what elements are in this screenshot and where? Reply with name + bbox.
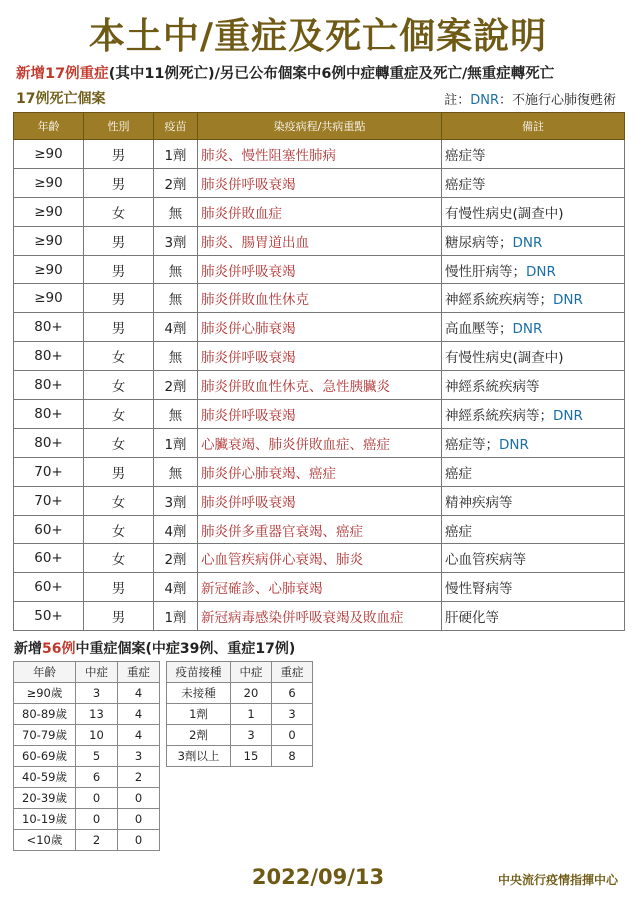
severe-label-count: 56例 [42,641,76,657]
cell-disease: 肺炎併心肺衰竭 [198,313,442,342]
cell-disease: 肺炎、慢性阻塞性肺病 [198,140,442,169]
table-row [14,313,625,342]
table-row [14,400,625,429]
cell-age: 70+ [14,486,84,515]
cell-sex: 女 [84,486,154,515]
remark-text: 高血壓等； [445,321,513,338]
remark-text: 精神疾病等 [445,494,513,511]
dnr-flag: DNR [526,263,556,280]
cell-sex: 男 [84,573,154,602]
age-col-severe: 重症 [118,662,160,683]
cell-age: 60+ [14,544,84,573]
cell-disease: 肺炎併多重器官衰竭、癌症 [198,515,442,544]
cell-age: 80+ [14,313,84,342]
table-cell: 3劑以上 [167,746,231,767]
cell-vaccine: 無 [154,457,198,486]
cell-age: 80+ [14,400,84,429]
vaccine-header-row [167,662,313,683]
cell-disease: 肺炎併呼吸衰竭 [198,255,442,284]
severe-label-prefix: 新增 [14,641,42,657]
cell-disease: 新冠病毒感染併呼吸衰竭及敗血症 [198,602,442,631]
cell-age: 80+ [14,428,84,457]
cell-disease: 心臟衰竭、肺炎併敗血症、癌症 [198,428,442,457]
cell-vaccine: 4劑 [154,515,198,544]
table-cell: ≥90歲 [14,683,76,704]
cell-remark [442,342,625,371]
report-date: 2022/09/13 [251,865,385,889]
age-col-age: 年齡 [14,662,76,683]
cell-vaccine: 2劑 [154,544,198,573]
cell-vaccine: 4劑 [154,573,198,602]
table-cell: 6 [76,767,118,788]
age-col-moderate: 中症 [76,662,118,683]
severe-label-rest: 中重症個案(中症39例、重症17例) [75,641,296,657]
table-row [14,284,625,313]
table-row [14,168,625,197]
cell-remark [442,573,625,602]
cell-vaccine: 無 [154,197,198,226]
table-cell: 0 [272,725,313,746]
cell-remark [442,313,625,342]
cell-disease: 肺炎併呼吸衰竭 [198,486,442,515]
col-header-vaccine: 疫苗 [154,113,198,140]
cell-age: ≥90 [14,226,84,255]
table-cell: 15 [231,746,272,767]
table-row [14,544,625,573]
table-row [14,457,625,486]
remark-text: 慢性肝病等； [445,263,526,280]
table-cell: 未接種 [167,683,231,704]
severe-section-label [14,638,295,658]
table-cell: 8 [272,746,313,767]
col-header-remark: 備註 [442,113,625,140]
cell-remark [442,197,625,226]
table-row [14,830,160,851]
cell-sex: 女 [84,342,154,371]
cell-age: ≥90 [14,197,84,226]
table-cell: 2 [76,830,118,851]
table-cell: 4 [118,683,160,704]
remark-text: 糖尿病等； [445,234,513,251]
col-header-age: 年齡 [14,113,84,140]
cell-disease: 肺炎併敗血症 [198,197,442,226]
table-cell: 20-39歲 [14,788,76,809]
cell-disease: 心血管疾病併心衰竭、肺炎 [198,544,442,573]
cell-remark [442,140,625,169]
table-cell: 6 [272,683,313,704]
table-row [14,371,625,400]
cell-sex: 男 [84,457,154,486]
table-row [14,746,160,767]
cell-sex: 男 [84,140,154,169]
remark-text: 神經系統疾病等； [445,292,553,309]
table-row [14,342,625,371]
remark-text: 癌症等 [445,147,486,164]
cell-age: 60+ [14,515,84,544]
vac-col-status: 疫苗接種 [167,662,231,683]
remark-text: 癌症 [445,523,472,540]
dnr-flag: DNR [512,321,543,338]
table-cell: 80-89歲 [14,704,76,725]
remark-text: 癌症等； [445,436,499,453]
table-cell: 70-79歲 [14,725,76,746]
cell-disease: 肺炎併呼吸衰竭 [198,168,442,197]
cell-remark [442,428,625,457]
dnr-flag: DNR [512,234,543,251]
cell-disease: 肺炎、腸胃道出血 [198,226,442,255]
table-row [14,197,625,226]
table-row [14,573,625,602]
cell-age: 80+ [14,342,84,371]
cell-age: 50+ [14,602,84,631]
table-cell: 0 [76,788,118,809]
table-row [14,683,160,704]
remark-text: 心血管疾病等 [445,552,526,569]
remark-text: 肝硬化等 [445,610,499,627]
table-cell: 3 [118,746,160,767]
age-header-row [14,662,160,683]
table-cell: 13 [76,704,118,725]
dnr-flag: DNR [499,436,529,453]
cell-age: ≥90 [14,255,84,284]
table-row [14,725,160,746]
cell-remark [442,486,625,515]
cell-vaccine: 1劑 [154,428,198,457]
cell-remark [442,255,625,284]
table-row [167,725,313,746]
cell-vaccine: 3劑 [154,226,198,255]
table-cell: 0 [118,830,160,851]
cell-disease: 肺炎併呼吸衰竭 [198,342,442,371]
cell-disease: 肺炎併呼吸衰竭 [198,400,442,429]
cell-remark [442,284,625,313]
cell-sex: 男 [84,168,154,197]
remark-text: 慢性腎病等 [445,581,513,598]
cell-vaccine: 無 [154,284,198,313]
cell-remark [442,544,625,573]
cell-age: 60+ [14,573,84,602]
table-cell: 2 [118,767,160,788]
cell-age: 80+ [14,371,84,400]
table-cell: <10歲 [14,830,76,851]
cell-remark [442,226,625,255]
cell-remark [442,400,625,429]
table-cell: 4 [118,704,160,725]
cell-vaccine: 1劑 [154,140,198,169]
vac-col-moderate: 中症 [231,662,272,683]
cell-age: ≥90 [14,284,84,313]
dnr-note [444,89,616,108]
cell-sex: 女 [84,515,154,544]
table-cell: 3 [231,725,272,746]
table-cell: 60-69歲 [14,746,76,767]
cell-vaccine: 4劑 [154,313,198,342]
summary-line [16,62,626,83]
cell-age: ≥90 [14,168,84,197]
table-row [14,515,625,544]
table-cell: 5 [76,746,118,767]
cell-sex: 女 [84,428,154,457]
cell-sex: 男 [84,284,154,313]
table-row [14,486,625,515]
table-cell: 4 [118,725,160,746]
age-table [13,661,160,851]
cell-vaccine: 2劑 [154,371,198,400]
page-title: 本土中/重症及死亡個案說明 [88,16,548,57]
cell-remark [442,515,625,544]
table-cell: 2劑 [167,725,231,746]
table-row [14,428,625,457]
table-cell: 40-59歲 [14,767,76,788]
table-row [14,140,625,169]
cell-sex: 女 [84,544,154,573]
table-row [14,809,160,830]
table-row [14,255,625,284]
table-cell: 1劑 [167,704,231,725]
cell-age: ≥90 [14,140,84,169]
table-row [167,704,313,725]
cell-remark [442,168,625,197]
col-header-disease: 染疫病程/共病重點 [198,113,442,140]
cell-remark [442,602,625,631]
deaths-table [13,112,625,631]
table-cell: 1 [231,704,272,725]
remark-text: 有慢性病史(調查中) [445,350,564,367]
remark-text: 癌症等 [445,176,486,193]
cell-sex: 女 [84,197,154,226]
table-cell: 20 [231,683,272,704]
cell-disease: 肺炎併心肺衰竭、癌症 [198,457,442,486]
note-prefix: 註： [444,93,471,108]
cell-disease: 新冠確診、心肺衰竭 [198,573,442,602]
table-row [14,704,160,725]
cell-disease: 肺炎併敗血性休克 [198,284,442,313]
remark-text: 神經系統疾病等 [445,379,540,396]
table-cell: 10-19歲 [14,809,76,830]
cell-sex: 女 [84,371,154,400]
cell-vaccine: 2劑 [154,168,198,197]
dnr-flag: DNR [553,407,583,424]
col-header-sex: 性別 [84,113,154,140]
table-row [167,683,313,704]
cell-sex: 男 [84,602,154,631]
deaths-section-label: 17例死亡個案 [16,91,106,107]
cell-sex: 男 [84,255,154,284]
cell-sex: 女 [84,400,154,429]
issuing-org: 中央流行疫情指揮中心 [497,873,618,887]
cell-vaccine: 無 [154,400,198,429]
summary-highlight: 新增17例重症 [16,66,109,82]
cell-remark [442,457,625,486]
cell-vaccine: 3劑 [154,486,198,515]
cell-vaccine: 無 [154,342,198,371]
table-cell: 3 [76,683,118,704]
table-row [14,226,625,255]
dnr-flag: DNR [553,292,583,309]
table-cell: 0 [118,809,160,830]
table-cell: 0 [118,788,160,809]
summary-rest: (其中11例死亡)/另已公布個案中6例中症轉重症及死亡/無重症轉死亡 [108,66,555,82]
cell-sex: 男 [84,226,154,255]
remark-text: 癌症 [445,465,472,482]
note-dnr: DNR [470,93,499,108]
table-row [14,788,160,809]
cell-sex: 男 [84,313,154,342]
vaccine-table [166,661,313,767]
deaths-header-row [14,113,625,140]
cell-remark [442,371,625,400]
cell-vaccine: 1劑 [154,602,198,631]
table-cell: 3 [272,704,313,725]
cell-disease: 肺炎併敗血性休克、急性胰臟炎 [198,371,442,400]
remark-text: 有慢性病史(調查中) [445,205,564,222]
table-row [14,767,160,788]
vac-col-severe: 重症 [272,662,313,683]
table-cell: 10 [76,725,118,746]
table-row [14,602,625,631]
note-text: ：不施行心肺復甦術 [498,93,616,108]
cell-vaccine: 無 [154,255,198,284]
remark-text: 神經系統疾病等； [445,407,553,424]
cell-age: 70+ [14,457,84,486]
table-row [167,746,313,767]
table-cell: 0 [76,809,118,830]
